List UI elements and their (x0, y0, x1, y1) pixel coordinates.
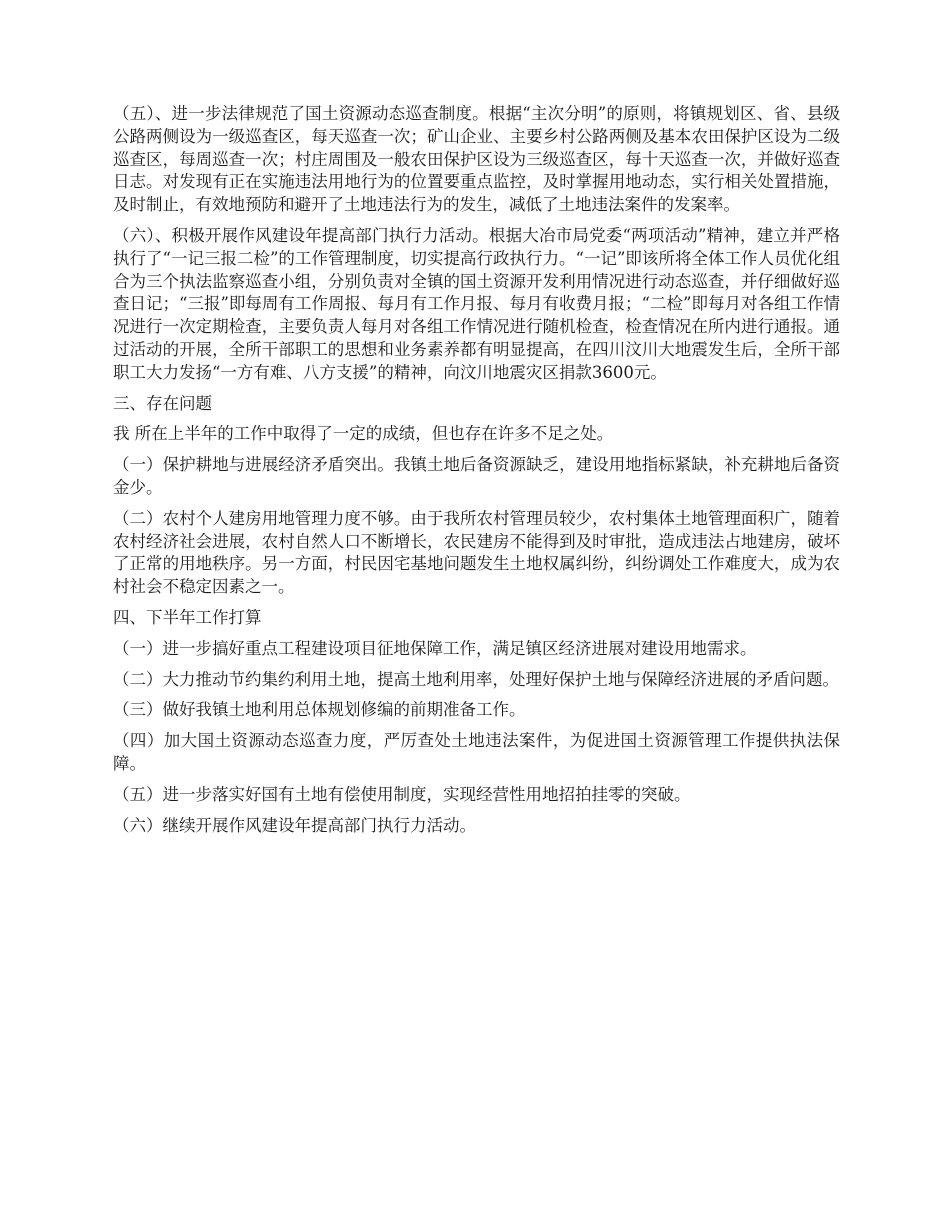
document-page (113, 103, 840, 845)
paragraph-problem-1: （一）保护耕地与进展经济矛盾突出。我镇土地后备资源缺乏，建设用地指标紧缺，补充耕地后备资金少。 (113, 455, 840, 497)
paragraph-plan-3: （三）做好我镇土地利用总体规划修编的前期准备工作。 (113, 700, 526, 720)
section-heading-plans: 四、下半年工作打算 (113, 607, 262, 627)
paragraph-plan-4: （四）加大国土资源动态巡查力度，严厉查处土地违法案件，为促进国土资源管理工作提供执法保障。 (113, 731, 840, 773)
paragraph-inspection-system: （五）、进一步法律规范了国土资源动态巡查制度。根据“主次分明”的原则，将镇规划区、省、县级公路两侧设为一级巡查区，每天巡查一次；矿山企业、主要乡村公路两侧及基本农田保护区设为二级巡查区，每周巡查一次；村庄周围及一般农田保护区设为三级巡查区，每十天巡查一次，并做好巡查日志。对发现有正在实施违法用地行为的位置要重点监控，及时掌握用地动态，实行相关处置措施，及时制止，有效地预防和避开了土地违法行为的发生，减低了土地违法案件的发案率。 (113, 104, 840, 215)
section-heading-problems: 三、存在问题 (113, 393, 212, 413)
paragraph-plan-5: （五）进一步落实好国有土地有偿使用制度，实现经营性用地招拍挂零的突破。 (113, 784, 691, 804)
paragraph-problem-2: （二）农村个人建房用地管理力度不够。由于我所农村管理员较少，农村集体土地管理面积广，随着农村经济社会进展，农村自然人口不断增长，农民建房不能得到及时审批，造成违法占地建房，破坏了正常的用地秩序。另一方面，村民因宅基地问题发生土地权属纠纷，纠纷调处工作难度大，成为农村社会不稳定因素之一。 (113, 508, 840, 597)
paragraph-problems-intro: 我 所在上半年的工作中取得了一定的成绩，但也存在许多不足之处。 (113, 424, 614, 444)
paragraph-plan-1: （一）进一步搞好重点工程建设项目征地保障工作，满足镇区经济进展对建设用地需求。 (113, 638, 757, 658)
paragraph-work-style-campaign: （六）、积极开展作风建设年提高部门执行力活动。根据大冶市局党委“两项活动”精神，建立并严格执行了“一记三报二检”的工作管理制度，切实提高行政执行力。“一记”即该所将全体工作人员优化组合为三个执法监察巡查小组，分别负责对全镇的国土资源开发利用情况进行动态巡查，并仔细做好巡查日记；“三报”即每周有工作周报、每月有工作月报、每月有收费月报；“二检”即每月对各组工作情况进行一次定期检查，主要负责人每月对各组工作情况进行随机检查，检查情况在所内进行通报。通过活动的开展，全所干部职工的思想和业务素养都有明显提高，在四川汶川大地震发生后，全所干部职工大力发扬“一方有难、八方支援”的精神，向汶川地震灾区捐款3600元。 (113, 225, 840, 382)
paragraph-plan-2: （二）大力推动节约集约利用土地，提高土地利用率，处理好保护土地与保障经济进展的矛盾问题。 (113, 669, 839, 689)
paragraph-plan-6: （六）继续开展作风建设年提高部门执行力活动。 (113, 815, 476, 835)
